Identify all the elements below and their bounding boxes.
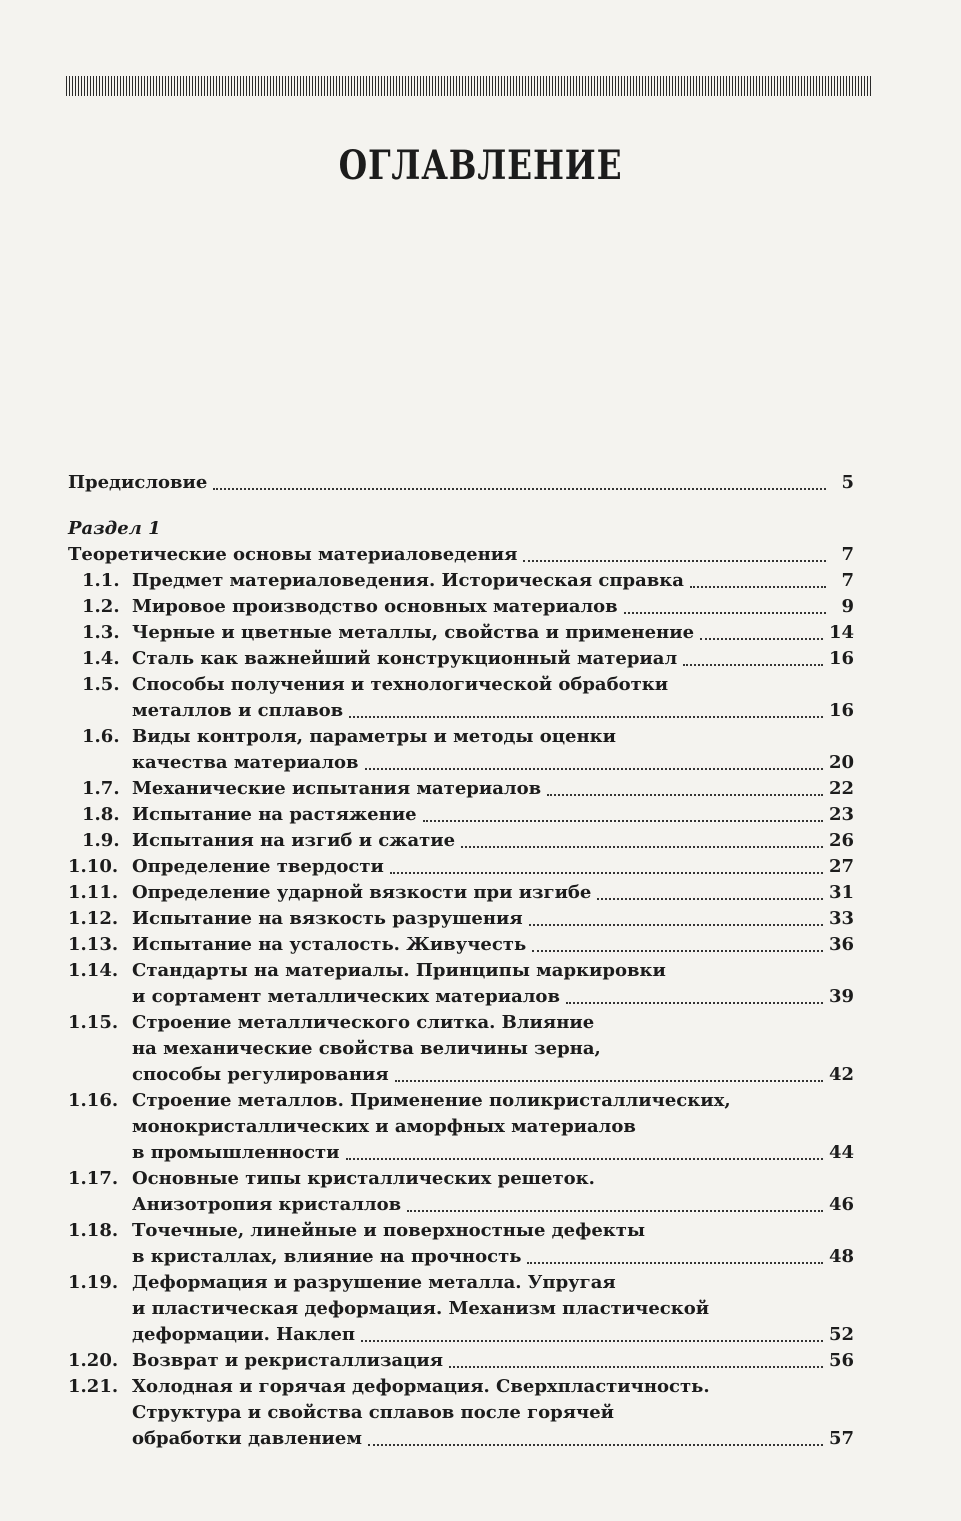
toc-entry-number: 1.9. xyxy=(82,830,120,851)
toc-entry-number: 1.3. xyxy=(82,622,120,643)
toc-entry-number: 1.14. xyxy=(68,960,119,981)
toc-entry-page: 27 xyxy=(828,856,854,877)
toc-entry[interactable] xyxy=(68,828,854,854)
toc-entry-title: Анизотропия кристаллов xyxy=(132,1194,402,1215)
toc-entry[interactable] xyxy=(68,470,854,496)
toc-entry-page: 36 xyxy=(828,934,854,955)
toc-entry-number: 1.20. xyxy=(68,1350,119,1371)
dot-leader xyxy=(407,1210,823,1212)
dot-leader xyxy=(349,716,823,718)
toc-entry-title: Основные типы кристаллических решеток. xyxy=(132,1168,595,1189)
toc-entry-title: Структура и свойства сплавов после горячей xyxy=(132,1402,614,1423)
toc-entry-title: Возврат и рекристаллизация xyxy=(132,1350,444,1371)
toc-entry-title: Предмет материаловедения. Историческая справка xyxy=(132,570,684,591)
dot-leader xyxy=(395,1080,823,1082)
toc-entry-title: в кристаллах, влияние на прочность xyxy=(132,1246,522,1267)
toc-entry-title: Испытание на вязкость разрушения xyxy=(132,908,523,929)
toc-entry-title: и сортамент металлических материалов xyxy=(132,986,560,1007)
dot-leader xyxy=(690,586,826,588)
toc-entry-page: 48 xyxy=(828,1246,854,1267)
table-of-contents xyxy=(68,470,854,1452)
toc-entry-number: 1.1. xyxy=(82,570,120,591)
toc-entry[interactable] xyxy=(68,906,854,932)
toc-entry-number: 1.4. xyxy=(82,648,120,669)
dot-leader xyxy=(624,612,826,614)
toc-entry[interactable] xyxy=(68,1270,854,1348)
header-rule xyxy=(66,76,872,96)
toc-entry-page: 56 xyxy=(828,1350,854,1371)
toc-entry[interactable] xyxy=(68,1374,854,1452)
toc-entry-title: Стандарты на материалы. Принципы маркировки xyxy=(132,960,666,981)
toc-entry[interactable] xyxy=(68,568,854,594)
toc-entry-title: Деформация и разрушение металла. Упругая xyxy=(132,1272,616,1293)
dot-leader xyxy=(527,1262,822,1264)
toc-entry[interactable] xyxy=(68,880,854,906)
toc-entry-number: 1.15. xyxy=(68,1012,119,1033)
toc-entry[interactable] xyxy=(68,1166,854,1218)
toc-entry-title: Механические испытания материалов xyxy=(132,778,542,799)
toc-entry-page: 31 xyxy=(828,882,854,903)
dot-leader xyxy=(365,768,823,770)
toc-entry-page: 7 xyxy=(841,544,854,565)
dot-leader xyxy=(529,924,823,926)
toc-entry-page: 14 xyxy=(828,622,854,643)
toc-entry-title: на механические свойства величины зерна, xyxy=(132,1038,601,1059)
toc-entry-number: 1.17. xyxy=(68,1168,119,1189)
dot-leader xyxy=(523,560,826,562)
toc-entry[interactable] xyxy=(68,1088,854,1166)
toc-entry-page: 57 xyxy=(828,1428,854,1449)
toc-entry[interactable] xyxy=(68,620,854,646)
toc-entry-page: 52 xyxy=(828,1324,854,1345)
toc-entry-page: 5 xyxy=(841,472,854,493)
toc-entry-title: обработки давлением xyxy=(132,1428,362,1449)
toc-entry-page: 33 xyxy=(828,908,854,929)
toc-entry-page: 23 xyxy=(828,804,854,825)
toc-entry-title: Предисловие xyxy=(68,472,208,493)
toc-entry-page: 9 xyxy=(841,596,854,617)
dot-leader xyxy=(532,950,823,952)
toc-entry-title: Испытание на растяжение xyxy=(132,804,417,825)
toc-entry-title: в промышленности xyxy=(132,1142,340,1163)
toc-entry[interactable] xyxy=(68,542,854,568)
toc-entry-title: способы регулирования xyxy=(132,1064,389,1085)
toc-entry-title: Определение твердости xyxy=(132,856,384,877)
toc-entry-number: 1.16. xyxy=(68,1090,119,1111)
toc-entry-number: 1.2. xyxy=(82,596,120,617)
toc-entry-title: Теоретические основы материаловедения xyxy=(68,544,518,565)
toc-entry-title: металлов и сплавов xyxy=(132,700,344,721)
toc-entry-page: 42 xyxy=(828,1064,854,1085)
toc-entry-number: 1.10. xyxy=(68,856,119,877)
toc-entry-number: 1.6. xyxy=(82,726,120,747)
dot-leader xyxy=(566,1002,823,1004)
toc-entry-title: Точечные, линейные и поверхностные дефекты xyxy=(132,1220,645,1241)
toc-entry-number: 1.8. xyxy=(82,804,120,825)
dot-leader xyxy=(461,846,823,848)
dot-leader xyxy=(683,664,823,666)
toc-entry-title: и пластическая деформация. Механизм пластической xyxy=(132,1298,710,1319)
toc-entry-title: Испытание на усталость. Живучесть xyxy=(132,934,527,955)
toc-entry-page: 20 xyxy=(828,752,854,773)
dot-leader xyxy=(547,794,823,796)
toc-entry-title: Определение ударной вязкости при изгибе xyxy=(132,882,592,903)
toc-entry[interactable] xyxy=(68,672,854,724)
toc-entry[interactable] xyxy=(68,724,854,776)
toc-entry-title: Черные и цветные металлы, свойства и применение xyxy=(132,622,695,643)
dot-leader xyxy=(700,638,823,640)
page-title: ОГЛАВЛЕНИЕ xyxy=(338,142,623,189)
toc-entry-page: 46 xyxy=(828,1194,854,1215)
toc-entry-title: Мировое производство основных материалов xyxy=(132,596,618,617)
toc-entry-page: 26 xyxy=(828,830,854,851)
toc-entry[interactable] xyxy=(68,958,854,1010)
toc-entry-number: 1.11. xyxy=(68,882,119,903)
toc-entry[interactable] xyxy=(68,646,854,672)
toc-entry-title: Испытания на изгиб и сжатие xyxy=(132,830,456,851)
toc-entry-title: качества материалов xyxy=(132,752,359,773)
toc-entry-number: 1.21. xyxy=(68,1376,119,1397)
toc-entry-page: 16 xyxy=(828,700,854,721)
toc-entry-title: монокристаллических и аморфных материалов xyxy=(132,1116,636,1137)
toc-entry-title: Холодная и горячая деформация. Сверхпластичность. xyxy=(132,1376,710,1397)
toc-entry-page: 22 xyxy=(828,778,854,799)
toc-entry[interactable] xyxy=(68,776,854,802)
toc-entry-title: Строение металлического слитка. Влияние xyxy=(132,1012,595,1033)
toc-entry[interactable] xyxy=(68,1348,854,1374)
toc-entry[interactable] xyxy=(68,1010,854,1088)
toc-entry-title: деформации. Наклеп xyxy=(132,1324,356,1345)
toc-entry[interactable] xyxy=(68,932,854,958)
toc-entry-number: 1.12. xyxy=(68,908,119,929)
toc-entry[interactable] xyxy=(68,802,854,828)
toc-entry-number: 1.19. xyxy=(68,1272,119,1293)
dot-leader xyxy=(423,820,823,822)
toc-entry-title: Строение металлов. Применение поликристаллических, xyxy=(132,1090,731,1111)
toc-entry-title: Сталь как важнейший конструкционный материал xyxy=(132,648,678,669)
dot-leader xyxy=(390,872,823,874)
dot-leader xyxy=(597,898,823,900)
toc-entry[interactable] xyxy=(68,1218,854,1270)
toc-entry-page: 16 xyxy=(828,648,854,669)
toc-entry-page: 44 xyxy=(828,1142,854,1163)
toc-entry-number: 1.13. xyxy=(68,934,119,955)
toc-entry-page: 7 xyxy=(841,570,854,591)
toc-entry-title: Способы получения и технологической обработки xyxy=(132,674,669,695)
toc-entry-page: 39 xyxy=(828,986,854,1007)
dot-leader xyxy=(213,488,826,490)
toc-entry[interactable] xyxy=(68,594,854,620)
dot-leader xyxy=(449,1366,823,1368)
toc-entry-number: 1.5. xyxy=(82,674,120,695)
toc-entry-title: Виды контроля, параметры и методы оценки xyxy=(132,726,616,747)
toc-entry-number: 1.7. xyxy=(82,778,120,799)
section-label: Раздел 1 xyxy=(68,518,161,539)
dot-leader xyxy=(346,1158,823,1160)
dot-leader xyxy=(361,1340,823,1342)
toc-entry[interactable] xyxy=(68,854,854,880)
dot-leader xyxy=(368,1444,823,1446)
toc-entry-number: 1.18. xyxy=(68,1220,119,1241)
